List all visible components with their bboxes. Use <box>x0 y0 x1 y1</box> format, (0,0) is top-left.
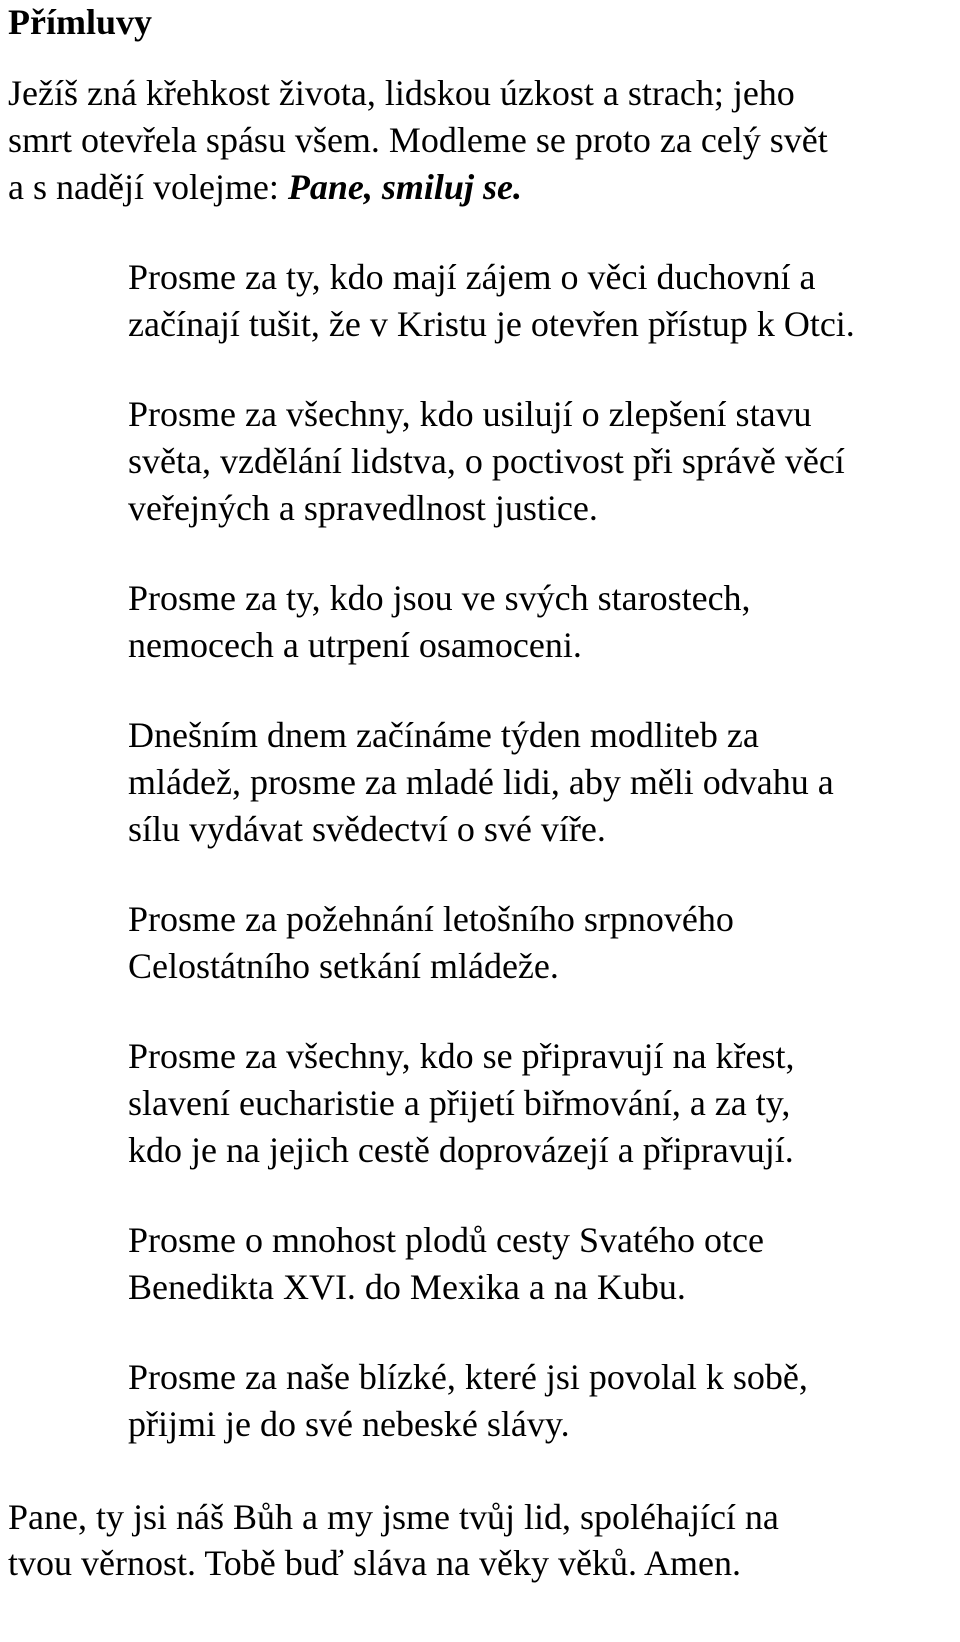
petition-4 <box>128 712 942 853</box>
petition-5 <box>128 896 942 990</box>
petition-line: kdo je na jejich cestě doprovázejí a připravují. <box>128 1130 794 1170</box>
petition-line: Prosme za naše blízké, které jsi povolal k sobě, <box>128 1357 808 1397</box>
petition-line: světa, vzdělání lidstva, o poctivost při správě věcí <box>128 441 845 481</box>
petition-line: veřejných a spravedlnost justice. <box>128 488 598 528</box>
petition-3 <box>128 575 942 669</box>
intro-line <box>8 164 942 211</box>
petition-8 <box>128 1354 942 1448</box>
intro-line: Ježíš zná křehkost života, lidskou úzkost a strach; jeho <box>8 73 795 113</box>
petition-1 <box>128 254 942 348</box>
intro-paragraph <box>8 70 942 211</box>
petition-line: Prosme za požehnání letošního srpnového <box>128 899 734 939</box>
petition-line: sílu vydávat svědectví o své víře. <box>128 809 606 849</box>
petition-7 <box>128 1217 942 1311</box>
petition-line: přijmi je do své nebeské slávy. <box>128 1404 570 1444</box>
petition-line: mládež, prosme za mladé lidi, aby měli odvahu a <box>128 762 834 802</box>
petition-line: Celostátního setkání mládeže. <box>128 946 559 986</box>
petition-line: Dnešním dnem začínáme týden modliteb za <box>128 715 759 755</box>
document-title: Přímluvy <box>8 2 152 42</box>
intro-line: smrt otevřela spásu všem. Modleme se proto za celý svět <box>8 120 828 160</box>
petition-line: slavení eucharistie a přijetí biřmování, a za ty, <box>128 1083 791 1123</box>
closing-line: tvou věrnost. Tobě buď sláva na věky věků. Amen. <box>8 1543 741 1583</box>
closing-line: Pane, ty jsi náš Bůh a my jsme tvůj lid, spoléhající na <box>8 1497 779 1537</box>
intro-line-prefix: a s nadějí volejme: <box>8 167 288 207</box>
petitions-list <box>8 254 942 1448</box>
petition-line: Prosme za všechny, kdo usilují o zlepšení stavu <box>128 394 812 434</box>
petition-line: začínají tušit, že v Kristu je otevřen přístup k Otci. <box>128 304 855 344</box>
closing-paragraph <box>8 1494 942 1586</box>
petition-line: nemocech a utrpení osamoceni. <box>128 625 582 665</box>
petition-line: Prosme za ty, kdo mají zájem o věci duchovní a <box>128 257 816 297</box>
petition-line: Benedikta XVI. do Mexika a na Kubu. <box>128 1267 686 1307</box>
petition-line: Prosme za všechny, kdo se připravují na křest, <box>128 1036 795 1076</box>
petition-6 <box>128 1033 942 1174</box>
petition-line: Prosme za ty, kdo jsou ve svých starostech, <box>128 578 751 618</box>
petition-line: Prosme o mnohost plodů cesty Svatého otce <box>128 1220 764 1260</box>
intro-response: Pane, smiluj se. <box>287 167 522 207</box>
petition-2 <box>128 391 942 532</box>
